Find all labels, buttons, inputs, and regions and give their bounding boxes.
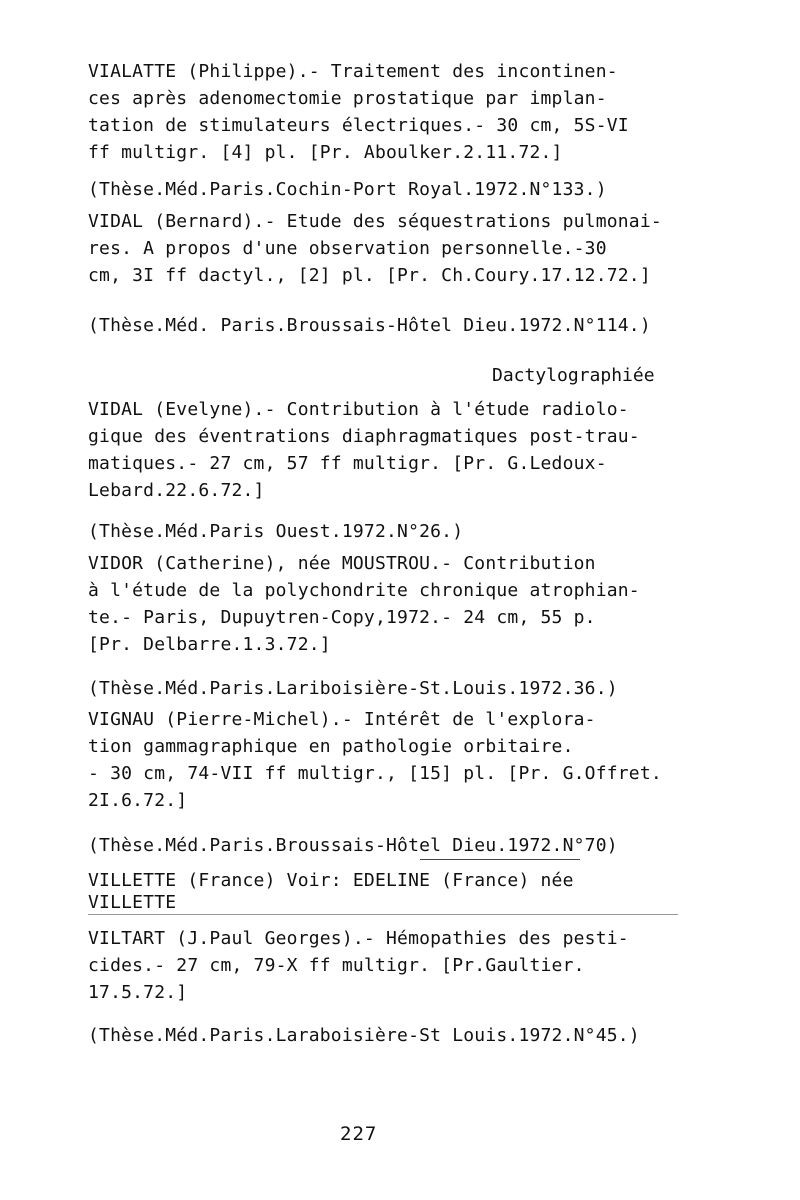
entry-line: tation de stimulateurs électriques.- 30 cm, 5S-VI <box>88 115 629 136</box>
entry-line: ff multigr. [4] pl. [Pr. Aboulker.2.11.72.] <box>88 142 563 163</box>
citation-vialatte <box>88 176 728 203</box>
entry-viltart <box>88 925 728 1006</box>
dactylographiee-note: Dactylographiée <box>492 365 655 386</box>
entry-line: à l'étude de la polychondrite chronique atrophian- <box>88 580 640 601</box>
entry-line: 17.5.72.] <box>88 982 188 1003</box>
entry-line: cides.- 27 cm, 79-X ff multigr. [Pr.Gaultier. <box>88 955 585 976</box>
entry-line: ces après adenomectomie prostatique par implan- <box>88 88 607 109</box>
citation-vidor <box>88 675 728 702</box>
citation-text: (Thèse.Méd.Paris.Cochin-Port Royal.1972.N°133.) <box>88 179 607 200</box>
citation-text: (Thèse.Méd.Paris.Laraboisière-St Louis.1972.N°45.) <box>88 1025 640 1046</box>
entry-line: - 30 cm, 74-VII ff multigr., [15] pl. [Pr. G.Offret. <box>88 763 662 784</box>
entry-line: Lebard.22.6.72.] <box>88 480 265 501</box>
entry-line: VIALATTE (Philippe).- Traitement des incontinen- <box>88 61 618 82</box>
citation-text: (Thèse.Méd.Paris Ouest.1972.N°26.) <box>88 521 464 542</box>
entry-line: VILLETTE <box>88 892 177 913</box>
entry-line: res. A propos d'une observation personnelle.-30 <box>88 238 607 259</box>
page-number: 227 <box>340 1123 378 1145</box>
citation-text: (Thèse.Méd.Paris.Lariboisière-St.Louis.1972.36.) <box>88 678 618 699</box>
entry-vidal-evelyne <box>88 396 728 504</box>
entry-line: VIDOR (Catherine), née MOUSTROU.- Contribution <box>88 553 596 574</box>
entry-line: VILTART (J.Paul Georges).- Hémopathies des pesti- <box>88 928 629 949</box>
entry-line: [Pr. Delbarre.1.3.72.] <box>88 634 331 655</box>
entry-line: matiques.- 27 cm, 57 ff multigr. [Pr. G.Ledoux- <box>88 453 607 474</box>
entry-line: tion gammagraphique en pathologie orbitaire. <box>88 736 574 757</box>
entry-vialatte <box>88 58 728 166</box>
citation-text: (Thèse.Méd. Paris.Broussais-Hôtel Dieu.1972.N°114.) <box>88 315 651 336</box>
entry-vidor <box>88 550 728 658</box>
citation-vidal-bernard <box>88 312 728 339</box>
citation-text: (Thèse.Méd.Paris.Broussais-Hôtel Dieu.1972.N°70) <box>88 835 618 856</box>
entry-line: 2I.6.72.] <box>88 790 188 811</box>
entry-line: VIDAL (Bernard).- Etude des séquestrations pulmonai- <box>88 211 662 232</box>
citation-viltart <box>88 1022 728 1049</box>
divider-rule <box>88 914 678 915</box>
divider-rule <box>420 859 580 860</box>
entry-line: VIGNAU (Pierre-Michel).- Intérêt de l'explora- <box>88 709 596 730</box>
entry-line: VILLETTE (France) Voir: EDELINE (France) née <box>88 870 574 891</box>
entry-vidal-bernard <box>88 208 728 289</box>
entry-line: gique des éventrations diaphragmatiques post-trau- <box>88 426 640 447</box>
entry-line: VIDAL (Evelyne).- Contribution à l'étude radiolo- <box>88 399 629 420</box>
entry-line: cm, 3I ff dactyl., [2] pl. [Pr. Ch.Coury.17.12.72.] <box>88 265 651 286</box>
citation-vidal-evelyne <box>88 518 728 545</box>
entry-line: te.- Paris, Dupuytren-Copy,1972.- 24 cm, 55 p. <box>88 607 596 628</box>
entry-villette <box>88 870 728 914</box>
entry-vignau <box>88 706 728 814</box>
citation-vignau <box>88 832 728 859</box>
